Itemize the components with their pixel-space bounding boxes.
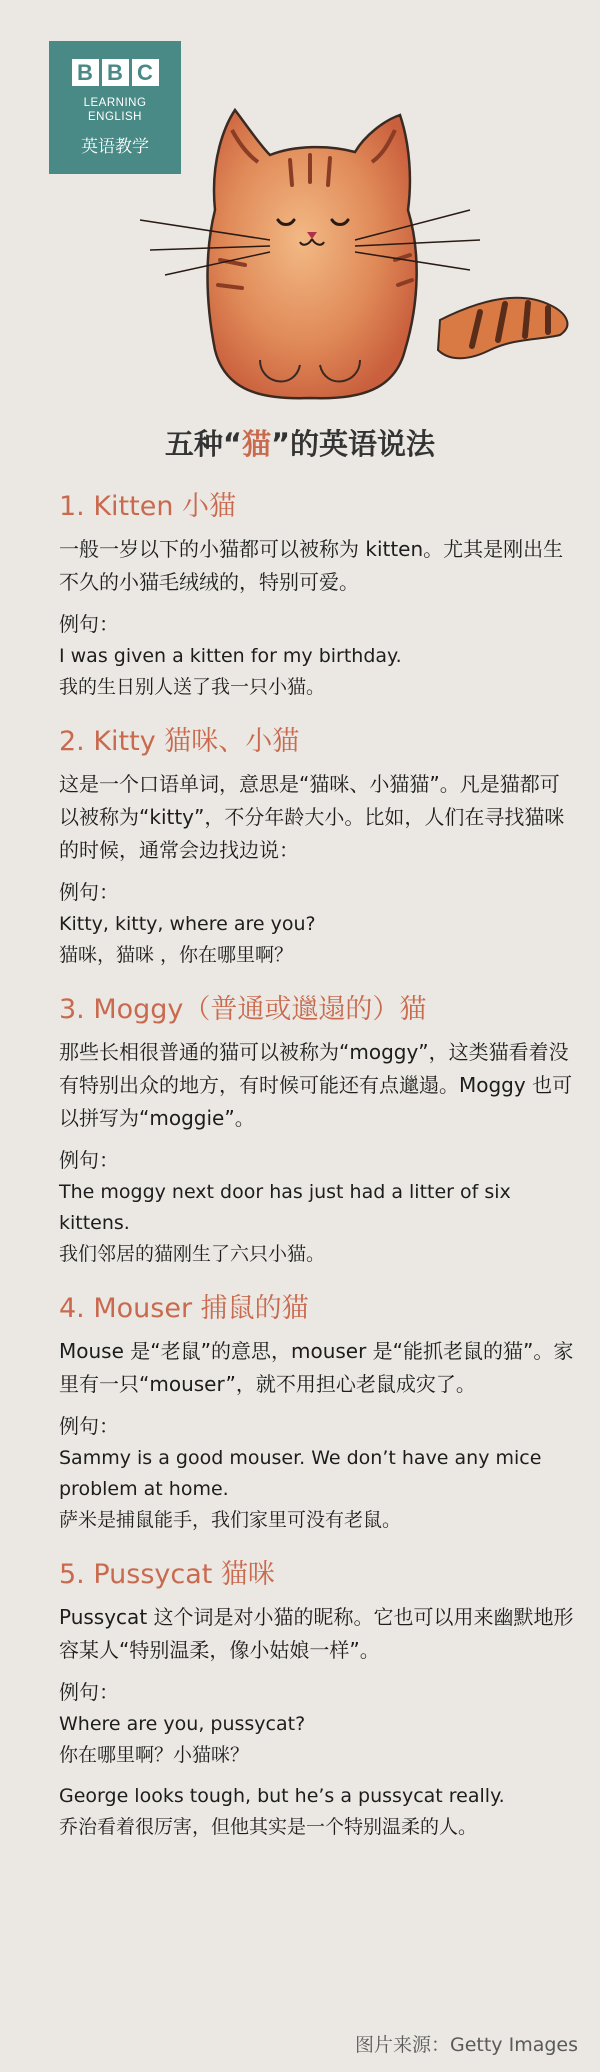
example-chinese: 我的生日别人送了我一只小猫。 bbox=[59, 676, 326, 698]
section-moggy bbox=[59, 993, 579, 1270]
example-label: 例句： bbox=[59, 880, 119, 904]
example-chinese: 猫咪，猫咪 ，你在哪里啊？ bbox=[59, 944, 294, 966]
section-kitty bbox=[59, 725, 579, 971]
section-paragraph: 那些长相很普通的猫可以被称为“moggy”，这类猫看着没有特别出众的地方，有时候可能还有点邋遢。Moggy 也可以拼写为“moggie”。 bbox=[59, 1040, 573, 1130]
title-accent: 猫 bbox=[241, 427, 271, 461]
example-english: Where are you, pussycat? bbox=[59, 1713, 306, 1735]
article-content bbox=[59, 490, 579, 1865]
extra-example-english: George looks tough, but he’s a pussycat really. bbox=[59, 1785, 505, 1807]
image-credit: 图片来源：Getty Images bbox=[355, 2034, 578, 2056]
example-label: 例句： bbox=[59, 1148, 119, 1172]
section-heading: 4. Mouser 捕鼠的猫 bbox=[59, 1293, 309, 1324]
example-english: Sammy is a good mouser. We don’t have any mice problem at home. bbox=[59, 1447, 542, 1500]
page-title bbox=[0, 422, 600, 463]
section-paragraph: Mouse 是“老鼠”的意思，mouser 是“能抓老鼠的猫”。家里有一只“mouser”，就不用担心老鼠成灾了。 bbox=[59, 1339, 574, 1396]
example-english: Kitty, kitty, where are you? bbox=[59, 913, 316, 935]
section-heading: 2. Kitty 猫咪、小猫 bbox=[59, 726, 300, 757]
bbc-letter-b2: B bbox=[102, 59, 129, 86]
example-label: 例句： bbox=[59, 612, 119, 636]
example-chinese: 你在哪里啊？小猫咪？ bbox=[59, 1744, 250, 1766]
bbc-letter-c: C bbox=[132, 59, 159, 86]
section-paragraph: 这是一个口语单词，意思是“猫咪、小猫猫”。凡是猫都可以被称为“kitty”，不分年龄大小。比如，人们在寻找猫咪的时候，通常会边找边说： bbox=[59, 772, 565, 862]
section-kitten bbox=[59, 490, 579, 703]
bbc-letters bbox=[49, 59, 181, 86]
section-heading: 1. Kitten 小猫 bbox=[59, 491, 237, 522]
logo-learning: LEARNING bbox=[83, 97, 147, 109]
bbc-letter-b1: B bbox=[72, 59, 99, 86]
example-chinese: 萨米是捕鼠能手，我们家里可没有老鼠。 bbox=[59, 1509, 402, 1531]
title-after: ”的英语说法 bbox=[271, 427, 436, 461]
section-mouser bbox=[59, 1292, 579, 1536]
title-before: 五种“ bbox=[164, 427, 242, 461]
section-paragraph: Pussycat 这个词是对小猫的昵称。它也可以用来幽默地形容某人“特别温柔，像小姑娘一样”。 bbox=[59, 1605, 574, 1662]
extra-example-chinese: 乔治看着很厉害，但他其实是一个特别温柔的人。 bbox=[59, 1816, 478, 1838]
extra-example bbox=[59, 1781, 579, 1843]
section-heading: 5. Pussycat 猫咪 bbox=[59, 1559, 275, 1590]
section-heading: 3. Moggy（普通或邋遢的）猫 bbox=[59, 994, 427, 1025]
section-paragraph: 一般一岁以下的小猫都可以被称为 kitten。尤其是刚出生不久的小猫毛绒绒的，特别可爱。 bbox=[59, 537, 564, 594]
section-pussycat bbox=[59, 1558, 579, 1843]
logo-english: ENGLISH bbox=[88, 111, 142, 123]
example-chinese: 我们邻居的猫刚生了六只小猫。 bbox=[59, 1243, 326, 1265]
example-label: 例句： bbox=[59, 1414, 119, 1438]
example-english: I was given a kitten for my birthday. bbox=[59, 645, 402, 667]
example-label: 例句： bbox=[59, 1680, 119, 1704]
logo-chinese: 英语教学 bbox=[81, 137, 149, 157]
example-english: The moggy next door has just had a litter of six kittens. bbox=[59, 1181, 511, 1234]
cat-illustration bbox=[120, 100, 600, 410]
